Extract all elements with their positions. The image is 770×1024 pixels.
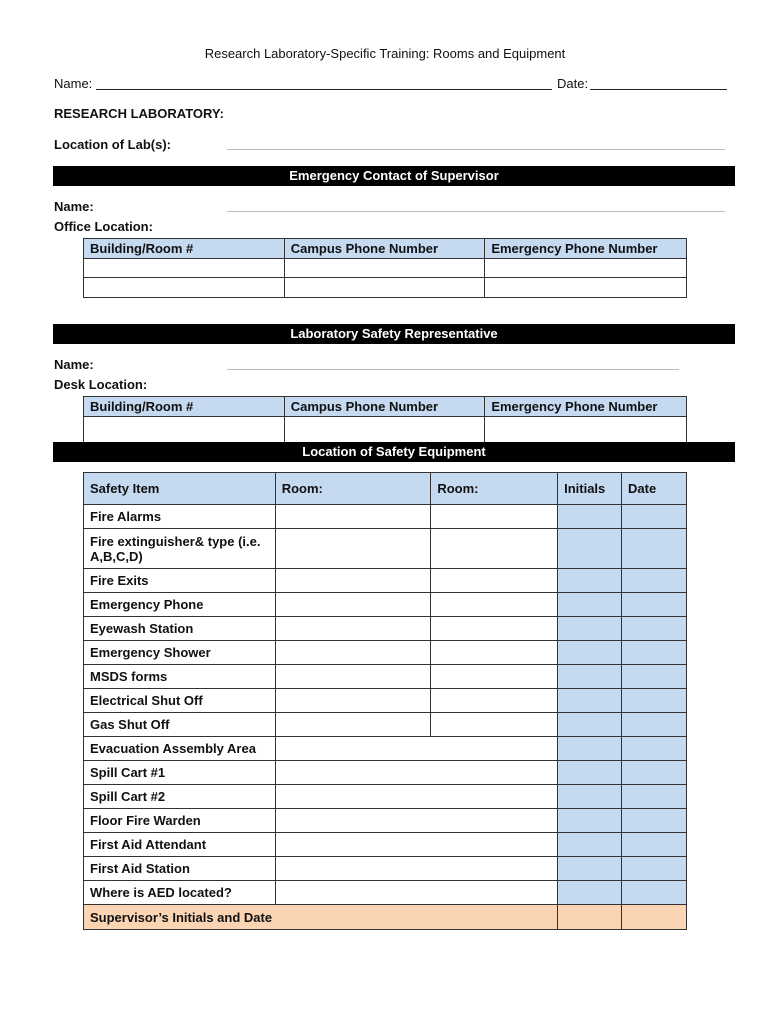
safety-equipment-table — [83, 472, 687, 930]
safety-item-label: Spill Cart #2 — [84, 785, 276, 809]
safety-item-label: First Aid Station — [84, 857, 276, 881]
room-cell[interactable] — [431, 617, 558, 641]
initials-cell[interactable] — [558, 593, 622, 617]
initials-cell[interactable] — [558, 713, 622, 737]
date-cell[interactable] — [622, 737, 687, 761]
room-cell[interactable] — [275, 529, 431, 569]
table-row — [84, 617, 687, 641]
initials-cell[interactable] — [558, 641, 622, 665]
date-field[interactable] — [590, 89, 727, 90]
table-row — [84, 785, 687, 809]
safety-item-label: Where is AED located? — [84, 881, 276, 905]
column-header-room-2: Room: — [431, 473, 558, 505]
document-title: Research Laboratory-Specific Training: Rooms and Equipment — [204, 46, 566, 61]
room-cell[interactable] — [275, 665, 431, 689]
room-cell[interactable] — [275, 689, 431, 713]
lsr-section-header: Laboratory Safety Representative — [53, 324, 735, 344]
table-row — [84, 665, 687, 689]
initials-cell[interactable] — [558, 833, 622, 857]
supervisor-name-label: Name: — [54, 199, 94, 214]
supervisor-date-cell[interactable] — [622, 905, 687, 930]
column-header-date: Date — [622, 473, 687, 505]
room-cell[interactable] — [275, 785, 557, 809]
column-header-initials: Initials — [558, 473, 622, 505]
initials-cell[interactable] — [558, 617, 622, 641]
supervisor-name-field[interactable] — [227, 211, 725, 212]
table-row — [84, 529, 687, 569]
research-lab-label: RESEARCH LABORATORY: — [54, 106, 224, 121]
table-cell[interactable] — [284, 278, 485, 298]
safety-item-label: Emergency Phone — [84, 593, 276, 617]
initials-cell[interactable] — [558, 505, 622, 529]
room-cell[interactable] — [275, 857, 557, 881]
room-cell[interactable] — [275, 617, 431, 641]
safety-item-label: Fire Alarms — [84, 505, 276, 529]
location-label: Location of Lab(s): — [54, 137, 171, 152]
desk-location-label: Desk Location: — [54, 377, 148, 392]
table-row — [84, 905, 687, 930]
date-cell[interactable] — [622, 641, 687, 665]
equipment-section-header: Location of Safety Equipment — [53, 442, 735, 462]
table-row — [84, 809, 687, 833]
column-header: Campus Phone Number — [284, 397, 485, 417]
date-label: Date: — [557, 76, 589, 91]
room-cell[interactable] — [275, 593, 431, 617]
room-cell[interactable] — [275, 809, 557, 833]
office-location-label: Office Location: — [54, 219, 153, 234]
safety-item-label: Floor Fire Warden — [84, 809, 276, 833]
room-cell[interactable] — [431, 689, 558, 713]
table-cell[interactable] — [284, 417, 485, 443]
initials-cell[interactable] — [558, 881, 622, 905]
supervisor-initials-cell[interactable] — [558, 905, 622, 930]
table-cell[interactable] — [284, 259, 485, 278]
table-cell[interactable] — [84, 259, 285, 278]
room-cell[interactable] — [275, 505, 431, 529]
table-row — [84, 569, 687, 593]
column-header: Emergency Phone Number — [485, 239, 687, 259]
safety-item-label: MSDS forms — [84, 665, 276, 689]
safety-item-label: Fire extinguisher& type (i.e. A,B,C,D) — [84, 529, 276, 569]
date-cell[interactable] — [622, 881, 687, 905]
table-cell[interactable] — [485, 278, 687, 298]
safety-item-label: Fire Exits — [84, 569, 276, 593]
safety-item-label: Evacuation Assembly Area — [84, 737, 276, 761]
supervisor-section-header: Emergency Contact of Supervisor — [53, 166, 735, 186]
safety-item-label: Spill Cart #1 — [84, 761, 276, 785]
room-cell[interactable] — [431, 529, 558, 569]
table-row — [84, 713, 687, 737]
column-header: Emergency Phone Number — [485, 397, 687, 417]
initials-cell[interactable] — [558, 665, 622, 689]
table-row — [84, 761, 687, 785]
initials-cell[interactable] — [558, 785, 622, 809]
column-header: Building/Room # — [84, 239, 285, 259]
date-cell[interactable] — [622, 833, 687, 857]
initials-cell[interactable] — [558, 857, 622, 881]
table-row — [84, 689, 687, 713]
room-cell[interactable] — [431, 665, 558, 689]
date-cell[interactable] — [622, 569, 687, 593]
safety-item-label: First Aid Attendant — [84, 833, 276, 857]
lsr-contact-table — [83, 396, 687, 443]
table-row — [84, 737, 687, 761]
location-field[interactable] — [227, 149, 725, 150]
room-cell[interactable] — [275, 833, 557, 857]
initials-cell[interactable] — [558, 737, 622, 761]
date-cell[interactable] — [622, 689, 687, 713]
room-cell[interactable] — [431, 641, 558, 665]
initials-cell[interactable] — [558, 689, 622, 713]
room-cell[interactable] — [275, 569, 431, 593]
table-cell[interactable] — [485, 259, 687, 278]
date-cell[interactable] — [622, 593, 687, 617]
room-cell[interactable] — [275, 641, 431, 665]
supervisor-contact-table — [83, 238, 687, 298]
initials-cell[interactable] — [558, 569, 622, 593]
name-label: Name: — [54, 76, 93, 91]
safety-item-label: Eyewash Station — [84, 617, 276, 641]
table-row — [84, 593, 687, 617]
lsr-name-field[interactable] — [227, 369, 679, 370]
date-cell[interactable] — [622, 785, 687, 809]
date-cell[interactable] — [622, 665, 687, 689]
table-row — [84, 833, 687, 857]
safety-item-label: Gas Shut Off — [84, 713, 276, 737]
column-header-room-1: Room: — [275, 473, 431, 505]
initials-cell[interactable] — [558, 761, 622, 785]
room-cell[interactable] — [431, 569, 558, 593]
room-cell[interactable] — [431, 505, 558, 529]
safety-item-label: Electrical Shut Off — [84, 689, 276, 713]
column-header-safety-item: Safety Item — [84, 473, 276, 505]
table-row — [84, 881, 687, 905]
column-header: Building/Room # — [84, 397, 285, 417]
room-cell[interactable] — [275, 761, 557, 785]
table-cell[interactable] — [84, 417, 285, 443]
lsr-name-label: Name: — [54, 357, 94, 372]
date-cell[interactable] — [622, 761, 687, 785]
table-row — [84, 857, 687, 881]
date-cell[interactable] — [622, 809, 687, 833]
date-cell[interactable] — [622, 617, 687, 641]
initials-cell[interactable] — [558, 809, 622, 833]
room-cell[interactable] — [431, 593, 558, 617]
table-row — [84, 505, 687, 529]
table-cell[interactable] — [84, 278, 285, 298]
room-cell[interactable] — [431, 713, 558, 737]
room-cell[interactable] — [275, 881, 557, 905]
safety-item-label: Emergency Shower — [84, 641, 276, 665]
table-cell[interactable] — [485, 417, 687, 443]
room-cell[interactable] — [275, 737, 557, 761]
date-cell[interactable] — [622, 505, 687, 529]
date-cell[interactable] — [622, 713, 687, 737]
initials-cell[interactable] — [558, 529, 622, 569]
supervisor-signoff-label: Supervisor’s Initials and Date — [84, 905, 558, 930]
name-field[interactable] — [96, 89, 552, 90]
date-cell[interactable] — [622, 857, 687, 881]
table-row — [84, 641, 687, 665]
room-cell[interactable] — [275, 713, 431, 737]
date-cell[interactable] — [622, 529, 687, 569]
column-header: Campus Phone Number — [284, 239, 485, 259]
